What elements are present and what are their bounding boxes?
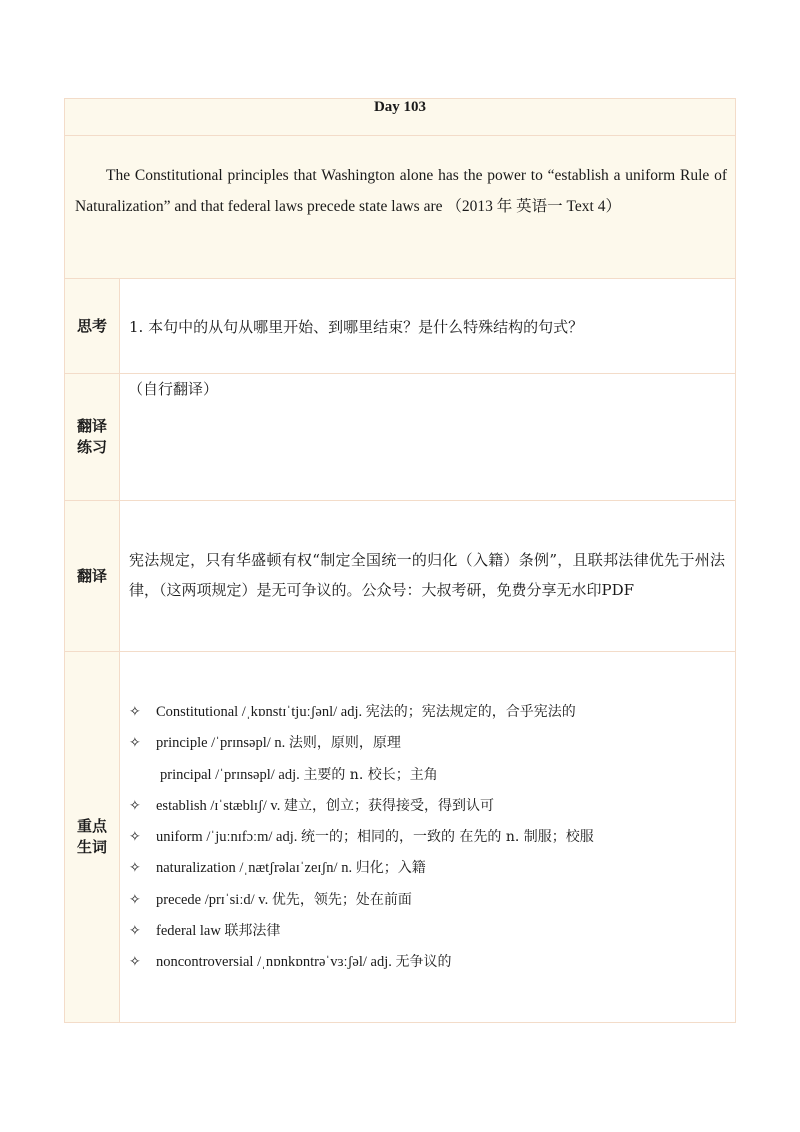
vocab-word: precede /prɪˈsiːd/ v. — [156, 891, 269, 908]
vocab-list — [129, 697, 735, 979]
study-card — [64, 98, 736, 1023]
translation-text: 宪法规定，只有华盛顿有权“制定全国统一的归化（入籍）条例”，且联邦法律优先于州法律，（这两项规定）是无可争议的。公众号：大叔考研，免费分享无水印PDF — [129, 551, 725, 599]
vocab-word: principal /ˈprɪnsəpl/ adj. — [160, 766, 300, 783]
translation-row — [65, 501, 736, 652]
vocab-word: uniform /ˈjuːnɪfɔːm/ adj. — [156, 829, 298, 846]
bullet-star-icon: ✧ — [129, 891, 141, 908]
practice-placeholder: （自行翻译） — [128, 380, 219, 398]
vocab-item — [129, 822, 735, 853]
vocab-item — [129, 853, 735, 884]
bullet-star-icon: ✧ — [129, 735, 141, 752]
bullet-star-icon: ✧ — [129, 797, 141, 814]
practice-label: 翻译 练习 — [65, 374, 120, 501]
vocab-meaning: 无争议的 — [395, 954, 452, 971]
translation-label: 翻译 — [65, 501, 120, 652]
bullet-star-icon: ✧ — [129, 860, 141, 877]
vocab-meaning: 宪法的；宪法规定的，合乎宪法的 — [365, 704, 576, 720]
vocab-word: establish /ɪˈstæblɪʃ/ v. — [156, 797, 281, 814]
sentence-row — [65, 136, 736, 279]
title-row — [65, 99, 736, 136]
vocab-item — [129, 760, 735, 791]
question-label: 思考 — [65, 279, 120, 374]
vocab-item — [129, 916, 735, 947]
bullet-star-icon: ✧ — [129, 954, 141, 971]
bullet-star-icon: ✧ — [129, 923, 141, 940]
source-sentence: The Constitutional principles that Washington alone has the power to “establish a uniform Rule of Naturalization” and that federal laws precede state laws are （2013 年 英语一 Text 4） — [75, 167, 727, 215]
practice-row — [65, 374, 736, 501]
vocab-word: Constitutional /ˌkɒnstɪˈtjuːʃənl/ adj. — [156, 704, 363, 720]
vocab-meaning: 统一的；相同的，一致的 在先的 n. 制服；校服 — [300, 829, 594, 846]
vocab-item — [129, 885, 735, 916]
vocab-meaning: 归化；入籍 — [355, 860, 426, 877]
vocab-row — [65, 652, 736, 1023]
question-row — [65, 279, 736, 374]
vocab-meaning: 法则，原则，原理 — [288, 735, 401, 752]
bullet-star-icon: ✧ — [129, 704, 141, 720]
vocab-word: noncontroversial /ˌnɒnkɒntrəˈvɜːʃəl/ adj. — [156, 954, 392, 971]
vocab-word: principle /ˈprɪnsəpl/ n. — [156, 735, 286, 752]
vocab-word: naturalization /ˌnætʃrəlaɪˈzeɪʃn/ n. — [156, 860, 353, 877]
vocab-meaning: 联邦法律 — [224, 923, 281, 940]
day-title: Day 103 — [65, 99, 736, 136]
vocab-meaning: 优先，领先；处在前面 — [271, 891, 412, 908]
vocab-word: federal law — [156, 923, 221, 940]
vocab-item — [129, 697, 735, 728]
vocab-item — [129, 728, 735, 759]
vocab-item — [129, 791, 735, 822]
vocab-meaning: 建立，创立；获得接受，得到认可 — [283, 797, 494, 814]
question-text: 1. 本句中的从句从哪里开始、到哪里结束？是什么特殊结构的句式？ — [129, 318, 584, 336]
bullet-star-icon: ✧ — [129, 829, 141, 846]
vocab-label: 重点 生词 — [65, 652, 120, 1023]
vocab-meaning: 主要的 n. 校长；主角 — [303, 766, 438, 783]
vocab-item — [129, 947, 735, 978]
